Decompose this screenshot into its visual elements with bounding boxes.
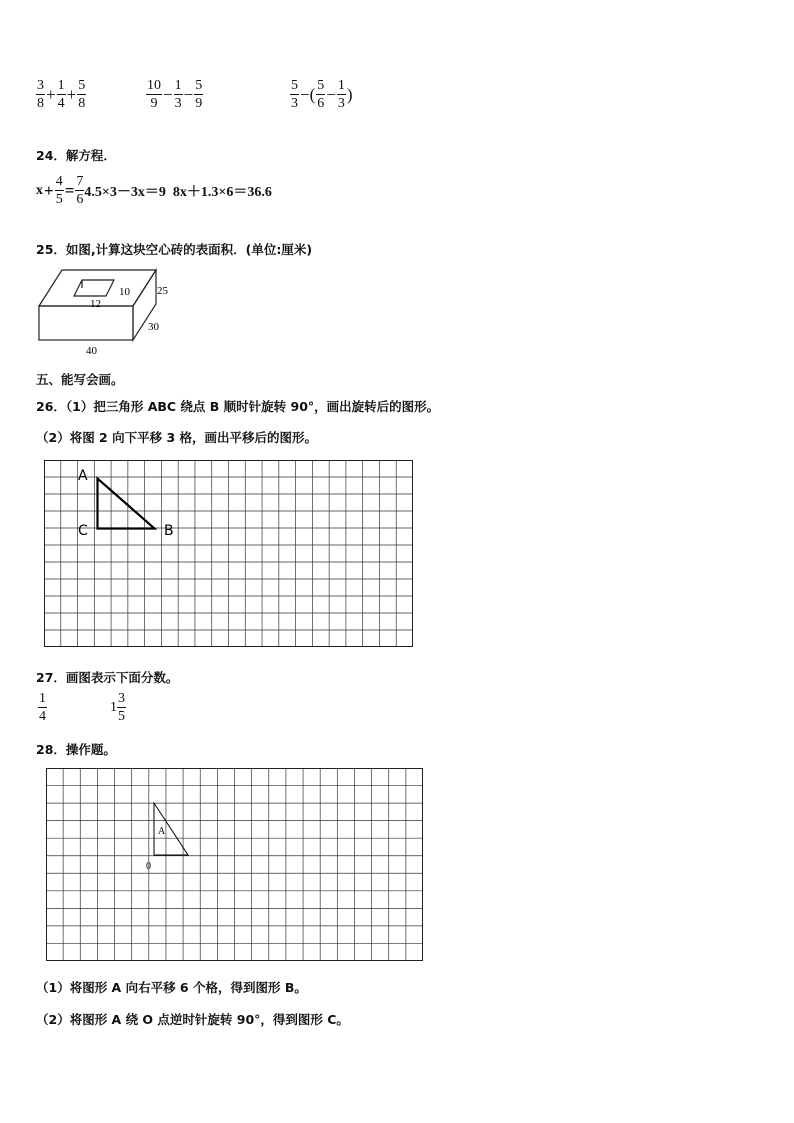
label-point-o: 0 (146, 861, 151, 872)
fraction: $\frac{10}{9}$ (147, 78, 161, 111)
label-shape-a: A (158, 826, 166, 837)
question-26-part1: 26．（1）把三角形 ABC 绕点 B 顺时针旋转 90°，画出旋转后的图形。 (36, 399, 440, 414)
label-inner-width: 12 (90, 298, 101, 310)
fraction: $\frac{5}{6}$ (317, 78, 325, 111)
operator: − (326, 84, 336, 104)
fraction: $\frac{7}{6}$ (76, 174, 84, 207)
label-height: 25 (157, 285, 168, 297)
section-5-heading: 五、能写会画。 (36, 372, 124, 387)
label-c: C (78, 523, 88, 539)
operator: − (163, 84, 173, 104)
label-depth: 30 (148, 321, 159, 333)
label-a: A (78, 468, 88, 484)
operator: ) (346, 84, 353, 104)
fraction: $\frac{1}{4}$ (57, 78, 65, 111)
question-28-grid (46, 768, 424, 962)
fraction-one-quarter: $\frac{1}{4}$ (39, 691, 46, 724)
fraction: $\frac{5}{3}$ (291, 78, 298, 111)
question-26-part2: （2）将图 2 向下平移 3 格，画出平移后的图形。 (36, 430, 318, 445)
triangle-abc (98, 479, 155, 529)
question-27-title: 27．画图表示下面分数。 (36, 670, 179, 685)
fraction: $\frac{1}{3}$ (337, 78, 345, 111)
fraction: $\frac{1}{3}$ (174, 78, 182, 111)
question-28-title: 28．操作题。 (36, 742, 116, 757)
mixed-number: 1 $\frac{3}{5}$ (110, 691, 125, 724)
fraction: $\frac{4}{5}$ (55, 174, 63, 207)
fraction: $\frac{3}{8}$ (37, 78, 44, 111)
expression-3 (290, 78, 354, 111)
operator: −( (300, 84, 316, 104)
label-length: 40 (86, 345, 97, 357)
label-b: B (164, 523, 174, 539)
question-24-equations: x + $\frac{4}{5}$ = $\frac{7}{6}$ 4.5×3－3x＝9 8x＋1.3×6＝36.6 (36, 174, 272, 207)
question-25-title: 25．如图,计算这块空心砖的表面积．(单位:厘米) (36, 242, 313, 257)
hollow-brick-figure (36, 266, 176, 362)
expression-1 (36, 78, 86, 111)
question-24-title: 24．解方程． (36, 148, 116, 163)
label-inner-depth: 10 (119, 286, 130, 298)
operator: + (46, 84, 56, 104)
operator: + (66, 84, 77, 104)
fraction: $\frac{5}{9}$ (195, 78, 203, 111)
question-26-grid (44, 460, 414, 648)
fraction: $\frac{5}{8}$ (78, 78, 86, 111)
question-28-part2: （2）将图形 A 绕 O 点逆时针旋转 90°，得到图形 C。 (36, 1012, 349, 1027)
expression-2 (146, 78, 203, 111)
operator: − (183, 84, 194, 104)
question-28-part1: （1）将图形 A 向右平移 6 个格，得到图形 B。 (36, 980, 307, 995)
